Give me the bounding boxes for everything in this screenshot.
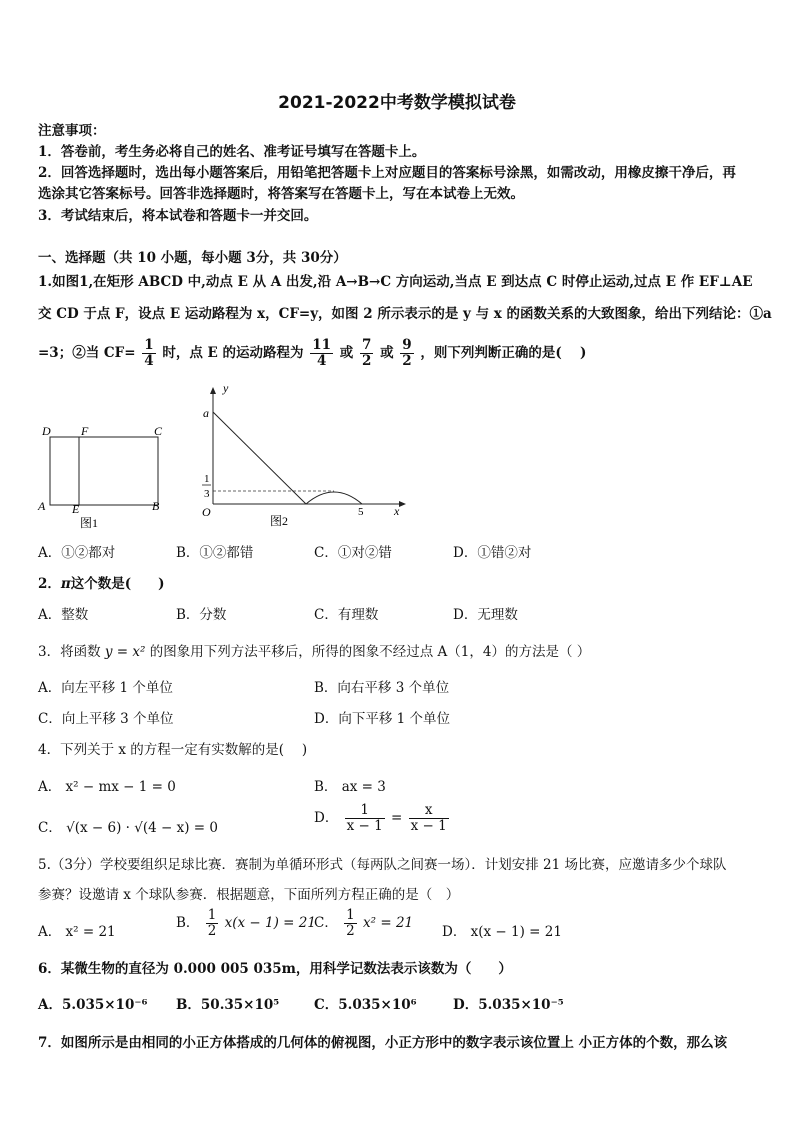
q3-pre: 3．将函数 xyxy=(38,644,105,660)
q2-option-b[interactable]: B．分数 xyxy=(176,607,227,623)
fraction-11-4: $\frac{11}{4}$ xyxy=(312,337,332,369)
figure-1-caption: 图1 xyxy=(80,516,99,530)
tick-five: 5 xyxy=(358,506,364,518)
notice-item-2a: 2．回答选择题时，选出每小题答案后，用铅笔把答题卡上对应题目的答案标号涂黑，如需改动，用橡皮擦干净后，再 xyxy=(38,165,736,181)
q1-line3-mid: 时，点 E 的运动路程为 xyxy=(162,345,304,361)
q3-option-d[interactable]: D．向下平移 1 个单位 xyxy=(314,711,450,727)
q1-option-c[interactable]: C．①对②错 xyxy=(314,545,392,561)
q5-line1: 5.（3分）学校要组织足球比赛．赛制为单循环形式（每两队之间赛一场）．计划安排 21 场比赛，应邀请多少个球队 xyxy=(38,857,727,873)
figure-2-caption: 图2 xyxy=(270,514,289,528)
q1-option-b[interactable]: B．①②都错 xyxy=(176,545,254,561)
label-A: A xyxy=(38,499,46,513)
q7-line1: 7．如图所示是由相同的小正方体搭成的几何体的俯视图，小正方形中的数字表示该位置上 小正方体的个数，那么该 xyxy=(38,1035,728,1051)
q6-option-b[interactable]: B．50.35×10⁵ xyxy=(176,997,280,1013)
q3-option-b[interactable]: B．向右平移 3 个单位 xyxy=(314,680,450,696)
q4-d-fraction-2: $\frac{x}{x - 1}$ xyxy=(410,802,447,834)
q5-b-fraction: $\frac{1}{2}$ xyxy=(207,907,217,939)
notice-item-3: 3．考试结束后，将本试卷和答题卡一并交回。 xyxy=(38,208,318,224)
or-1: 或 xyxy=(339,345,354,361)
tick-one: 1 xyxy=(204,473,210,485)
notice-item-2b: 选涂其它答案标号。回答非选择题时，将答案写在答题卡上，写在本试卷上无效。 xyxy=(38,186,524,202)
q5-option-c-label: C． xyxy=(314,915,338,931)
q2-option-d[interactable]: D．无理数 xyxy=(453,607,518,623)
q1-line2: 交 CD 于点 F，设点 E 运动路程为 x，CF=y，如图 2 所示表示的是 y 与 x 的函数关系的大致图象，给出下列结论：①a xyxy=(38,306,772,322)
q4-stem: 4．下列关于 x 的方程一定有实数解的是( ) xyxy=(38,742,308,758)
notice-heading: 注意事项： xyxy=(38,123,106,139)
q1-option-a[interactable]: A．①②都对 xyxy=(38,545,116,561)
label-E: E xyxy=(72,502,80,516)
tick-three: 3 xyxy=(204,488,210,500)
q1-option-d[interactable]: D．①错②对 xyxy=(453,545,532,561)
q5-line2: 参赛？设邀请 x 个球队参赛．根据题意，下面所列方程正确的是（ ） xyxy=(38,887,460,903)
q3-option-a[interactable]: A．向左平移 1 个单位 xyxy=(38,680,173,696)
figure-2-graph xyxy=(196,384,411,534)
q5-option-c-math: x² = 21 xyxy=(363,915,414,931)
q5-c-fraction: $\frac{1}{2}$ xyxy=(346,907,355,939)
q3-stem xyxy=(38,640,590,660)
q6-stem: 6．某微生物的直径为 0.000 005 035m，用科学记数法表示该数为（ ） xyxy=(38,961,512,977)
section-heading: 一、选择题（共 10 小题，每小题 3分，共 30分） xyxy=(38,250,347,266)
origin-O: O xyxy=(202,505,211,519)
q3-post: 的图象用下列方法平移后，所得的图象不经过点 A（1，4）的方法是（ ） xyxy=(145,644,591,660)
label-B: B xyxy=(152,499,160,513)
label-D: D xyxy=(42,424,51,438)
fraction-1-4: $\frac{1}{4}$ xyxy=(144,337,154,369)
q6-option-c[interactable]: C．5.035×10⁶ xyxy=(314,997,417,1013)
q1-line3-post: ，则下列判断正确的是( ) xyxy=(420,345,587,361)
tick-a: a xyxy=(203,406,209,420)
fraction-9-2: $\frac{9}{2}$ xyxy=(402,337,412,369)
q5-option-c[interactable] xyxy=(314,908,413,939)
q4-option-c[interactable] xyxy=(38,816,218,836)
notice-item-1: 1．答卷前，考生务必将自己的姓名、准考证号填写在答题卡上。 xyxy=(38,144,426,160)
q2-stem xyxy=(38,572,165,592)
q4-option-c-label: C． xyxy=(38,820,62,836)
q5-option-b-math: x(x − 1) = 21 xyxy=(224,915,316,931)
q3-function: y = x² xyxy=(104,644,146,660)
q2-option-a[interactable]: A．整数 xyxy=(38,607,89,623)
q5-option-d[interactable]: D． x(x − 1) = 21 xyxy=(442,924,562,940)
q3-option-c[interactable]: C．向上平移 3 个单位 xyxy=(38,711,174,727)
fraction-7-2: $\frac{7}{2}$ xyxy=(361,337,372,369)
q1-line3 xyxy=(38,338,586,369)
label-F: F xyxy=(81,424,89,438)
q6-option-d[interactable]: D．5.035×10⁻⁵ xyxy=(453,997,564,1013)
or-2: 或 xyxy=(380,345,394,361)
q2-pre: 2． xyxy=(38,576,61,592)
axis-label-y: y xyxy=(223,384,229,395)
q4-option-d-label: D． xyxy=(314,810,339,826)
pi-symbol: π xyxy=(60,576,71,592)
page-title: 2021-2022中考数学模拟试卷 xyxy=(278,93,516,113)
figure-1-rectangle xyxy=(36,420,176,535)
q5-option-b[interactable] xyxy=(176,908,316,939)
q6-option-a[interactable]: A．5.035×10⁻⁶ xyxy=(38,997,148,1013)
q5-option-b-label: B． xyxy=(176,915,200,931)
q4-option-a[interactable]: A． x² − mx − 1 = 0 xyxy=(38,779,176,795)
q4-option-d[interactable] xyxy=(314,803,451,834)
axis-label-x: x xyxy=(394,504,400,518)
q1-line1: 1.如图1,在矩形 ABCD 中,动点 E 从 A 出发,沿 A→B→C 方向运动,当点 E 到达点 C 时停止运动,过点 E 作 EF⊥AE xyxy=(38,274,753,290)
q2-option-c[interactable]: C．有理数 xyxy=(314,607,379,623)
q2-post: 这个数是( ) xyxy=(70,576,165,592)
q1-line3-pre: =3；②当 CF= xyxy=(38,345,136,361)
equals-sign: = xyxy=(391,810,403,826)
q4-option-b[interactable]: B． ax = 3 xyxy=(314,779,386,795)
q4-d-fraction-1: $\frac{1}{x - 1}$ xyxy=(346,802,383,834)
label-C: C xyxy=(154,424,163,438)
q5-option-a[interactable]: A． x² = 21 xyxy=(38,924,116,940)
q4-option-c-math: √(x − 6) · √(4 − x) = 0 xyxy=(66,820,218,836)
